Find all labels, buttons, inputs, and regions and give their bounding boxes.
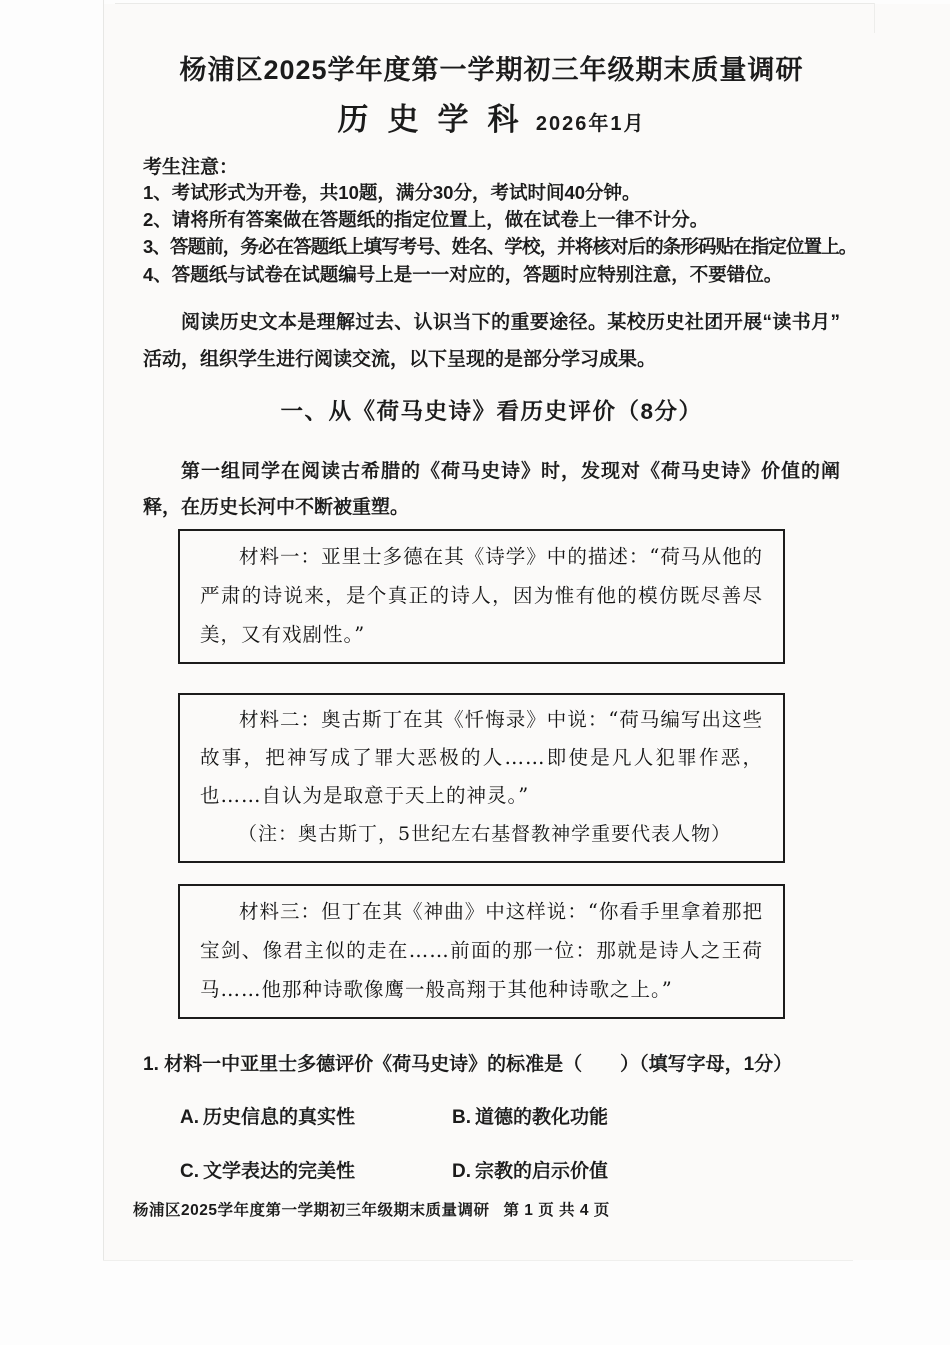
option-d-label: D.	[452, 1160, 471, 1182]
option-c	[180, 1158, 452, 1185]
material-2-note: （注：奥古斯丁，5世纪左右基督教神学重要代表人物）	[238, 822, 732, 845]
material-box-2	[178, 693, 785, 863]
footer-title: 杨浦区2025学年度第一学期初三年级期末质量调研	[133, 1202, 490, 1219]
footer-page-info: 第 1 页 共 4 页	[503, 1202, 610, 1219]
scan-top-corner	[874, 3, 875, 33]
notice-heading: 考生注意：	[143, 157, 239, 178]
material-1-text: 材料一：亚里士多德在其《诗学》中的描述：“荷马从他的严肃的诗说来，是个真正的诗人，因为惟有他的模仿既尽善尽美，又有戏剧性。”	[200, 544, 763, 646]
material-2-text: 材料二：奥古斯丁在其《忏悔录》中说：“荷马编写出这些故事，把神写成了罪大恶极的人……即使是凡人犯罪作恶，也……自认为是取意于天上的神灵。”	[200, 707, 763, 807]
option-d-text: 宗教的启示价值	[475, 1160, 609, 1182]
candidate-notice	[143, 156, 857, 288]
material-box-1	[178, 529, 785, 664]
option-b-text: 道德的教化功能	[475, 1106, 609, 1128]
notice-item-4: 4、答题纸与试卷在试题编号上是一一对应的，答题时应特别注意，不要错位。	[143, 263, 783, 285]
option-c-text: 文学表达的完美性	[203, 1160, 356, 1182]
option-b-label: B.	[452, 1106, 471, 1128]
question-1-text: 1. 材料一中亚里士多德评价《荷马史诗》的标准是（ ）（填写字母，1分）	[143, 1053, 793, 1075]
notice-item-3: 3、答题前，务必在答题纸上填写考号、姓名、学校，并将核对后的条形码贴在指定位置上。	[143, 236, 857, 258]
exam-subtitle	[143, 99, 840, 147]
section-1-heading: 一、从《荷马史诗》看历史评价（8分）	[280, 398, 703, 424]
options-row-1	[143, 1104, 840, 1131]
option-a-label: A.	[180, 1106, 199, 1128]
scan-bottom-edge	[103, 1260, 853, 1261]
exam-subject: 历史学科	[337, 102, 538, 137]
page-footer	[133, 1198, 610, 1220]
material-box-3	[178, 884, 785, 1019]
option-a	[180, 1104, 452, 1131]
exam-content	[143, 0, 857, 1185]
option-d	[452, 1158, 724, 1185]
option-b	[452, 1104, 724, 1131]
exam-date: 2026年1月	[535, 113, 646, 135]
notice-item-2: 2、请将所有答案做在答题纸的指定位置上，做在试卷上一律不计分。	[143, 209, 709, 231]
section-1-lead-paragraph: 第一组同学在阅读古希腊的《荷马史诗》时，发现对《荷马史诗》价值的阐释，在历史长河中不断被重塑。	[143, 460, 840, 518]
options-row-2	[143, 1158, 840, 1185]
exam-title: 杨浦区2025学年度第一学期初三年级期末质量调研	[179, 55, 804, 85]
material-3-text: 材料三：但丁在其《神曲》中这样说：“你看手里拿着那把宝剑、像君主似的走在……前面的那一位：那就是诗人之王荷马……他那种诗歌像鹰一般高翔于其他种诗歌之上。”	[200, 899, 763, 1001]
scan-left-edge	[103, 0, 104, 1260]
option-a-text: 历史信息的真实性	[203, 1106, 356, 1128]
intro-paragraph: 阅读历史文本是理解过去、认识当下的重要途径。某校历史社团开展“读书月”活动，组织学生进行阅读交流，以下呈现的是部分学习成果。	[143, 311, 840, 371]
option-c-label: C.	[180, 1160, 199, 1182]
notice-item-1: 1、考试形式为开卷，共10题，满分30分，考试时间40分钟。	[143, 182, 641, 203]
